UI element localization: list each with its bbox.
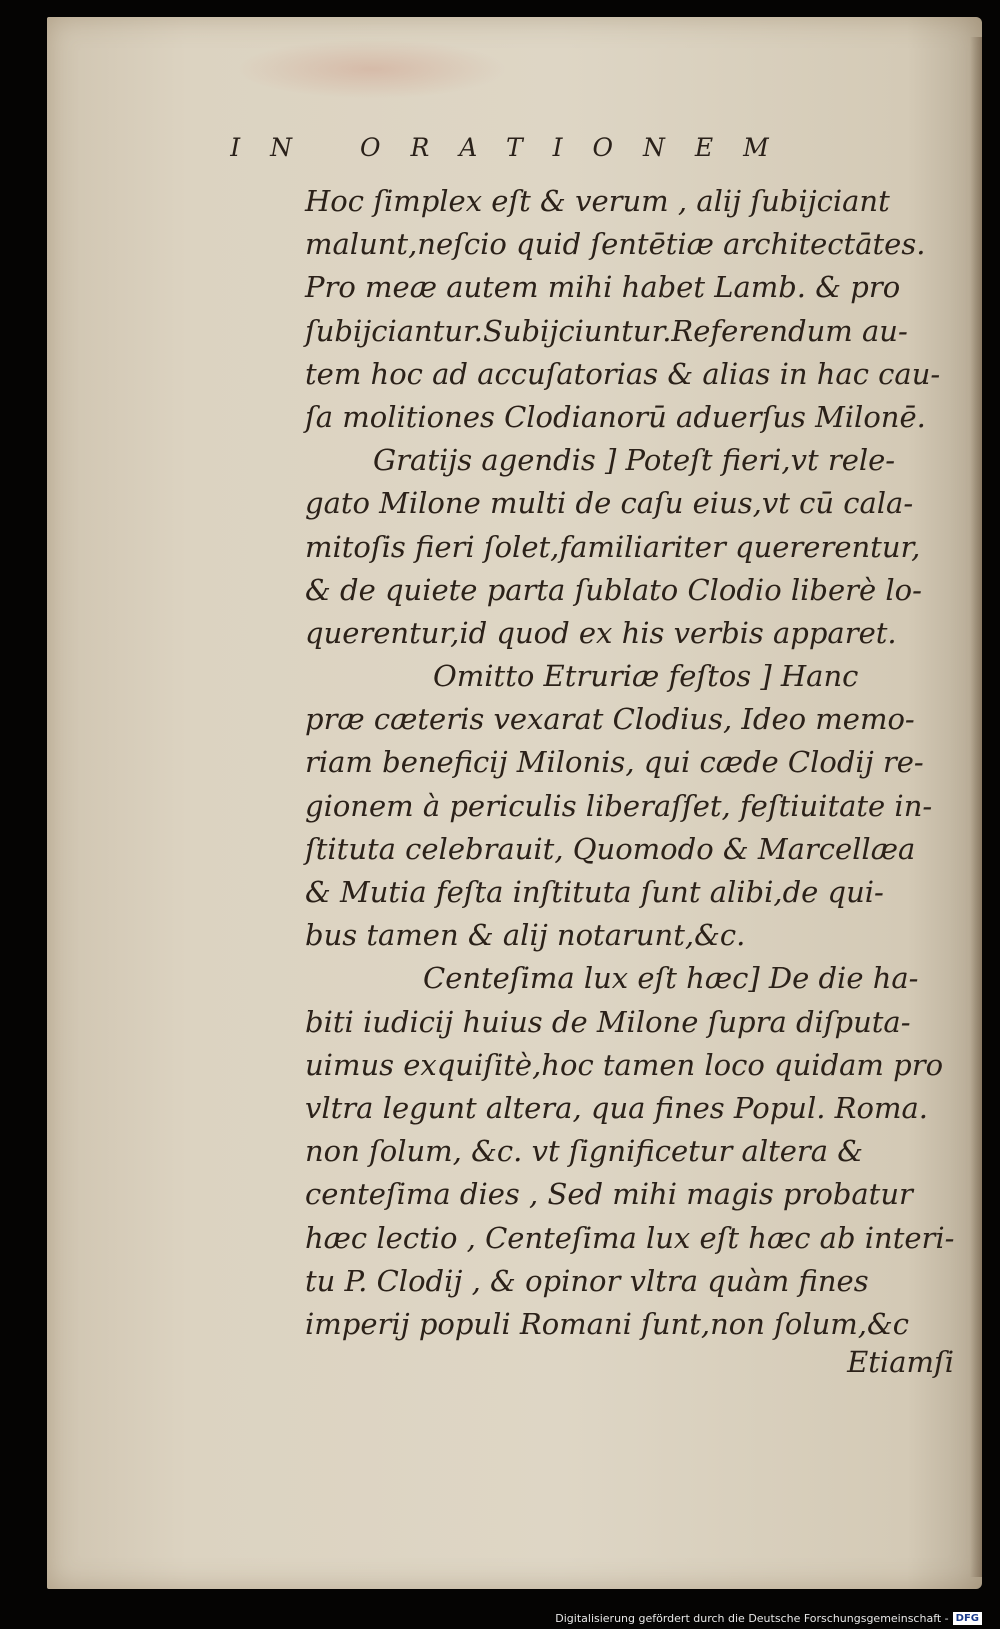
- text-line: biti iudicij huius de Milone ſupra diſputa-: [305, 1004, 911, 1039]
- text-line: riam beneficij Milonis, qui cæde Clodij re-: [305, 745, 924, 780]
- text-line: vltra legunt altera, qua fines Popul. Roma.: [305, 1090, 928, 1125]
- text-line: præ cæteris vexarat Clodius, Ideo memo-: [305, 702, 915, 737]
- text-line: centeſima dies , Sed mihi magis probatur: [305, 1177, 913, 1212]
- text-line: tu P. Clodij , & opinor vltra quàm fines: [305, 1263, 869, 1298]
- text-line: non ſolum, &c. vt ſignificetur altera &: [305, 1134, 864, 1169]
- text-line: imperij populi Romani ſunt,non ſolum,&c: [305, 1306, 910, 1341]
- text-line: mitoſis fieri ſolet,familiariter quererentur,: [305, 529, 921, 564]
- text-line: Centeſima lux eſt hæc] De die ha-: [423, 961, 919, 996]
- text-line: Hoc ſimplex eſt & verum , alij ſubijciant: [305, 184, 890, 218]
- text-line: uimus exquiſitè,hoc tamen loco quidam pro: [305, 1047, 944, 1082]
- text-line: querentur,id quod ex his verbis apparet.: [305, 615, 897, 650]
- text-line: gato Milone multi de caſu eius,vt cū cala-: [305, 486, 914, 521]
- book-page: [47, 17, 982, 1589]
- text-line: gionem à periculis liberaſſet, feſtiuitate in-: [305, 788, 933, 823]
- text-line: ſa molitiones Clodianorū aduerſus Milonē.: [305, 399, 926, 434]
- text-line: tem hoc ad accuſatorias & alias in hac cau-: [305, 356, 941, 391]
- text-line: hæc lectio , Centeſima lux eſt hæc ab interi-: [305, 1220, 955, 1255]
- body-text: [305, 180, 975, 1346]
- text-line: malunt,neſcio quid ſentētiæ architectātes.: [305, 227, 926, 262]
- running-head: IN ORATIONEM: [230, 133, 799, 162]
- text-line: & de quiete parta ſublato Clodio liberè lo-: [305, 572, 922, 607]
- text-line: bus tamen & alij notarunt,&c.: [305, 918, 746, 953]
- text-line: ſubijciantur.Subijciuntur.Referendum au-: [305, 313, 908, 348]
- text-line: Pro meæ autem mihi habet Lamb. & pro: [305, 270, 901, 305]
- dfg-logo: DFG: [953, 1612, 982, 1625]
- text-line: Gratijs agendis ] Poteſt fieri,vt rele-: [373, 443, 896, 478]
- text-line: Omitto Etruriæ feſtos ] Hanc: [433, 659, 859, 694]
- footer-credit: [555, 1612, 982, 1625]
- funding-notice: Digitalisierung gefördert durch die Deutsche Forschungsgemeinschaft -: [555, 1612, 949, 1625]
- text-line: & Mutia feſta inſtituta ſunt alibi,de qui-: [305, 875, 884, 909]
- text-line: ſtituta celebrauit, Quomodo & Marcellæa: [305, 831, 916, 866]
- paper-stain: [237, 39, 507, 99]
- catchword: Etiamſi: [847, 1345, 954, 1379]
